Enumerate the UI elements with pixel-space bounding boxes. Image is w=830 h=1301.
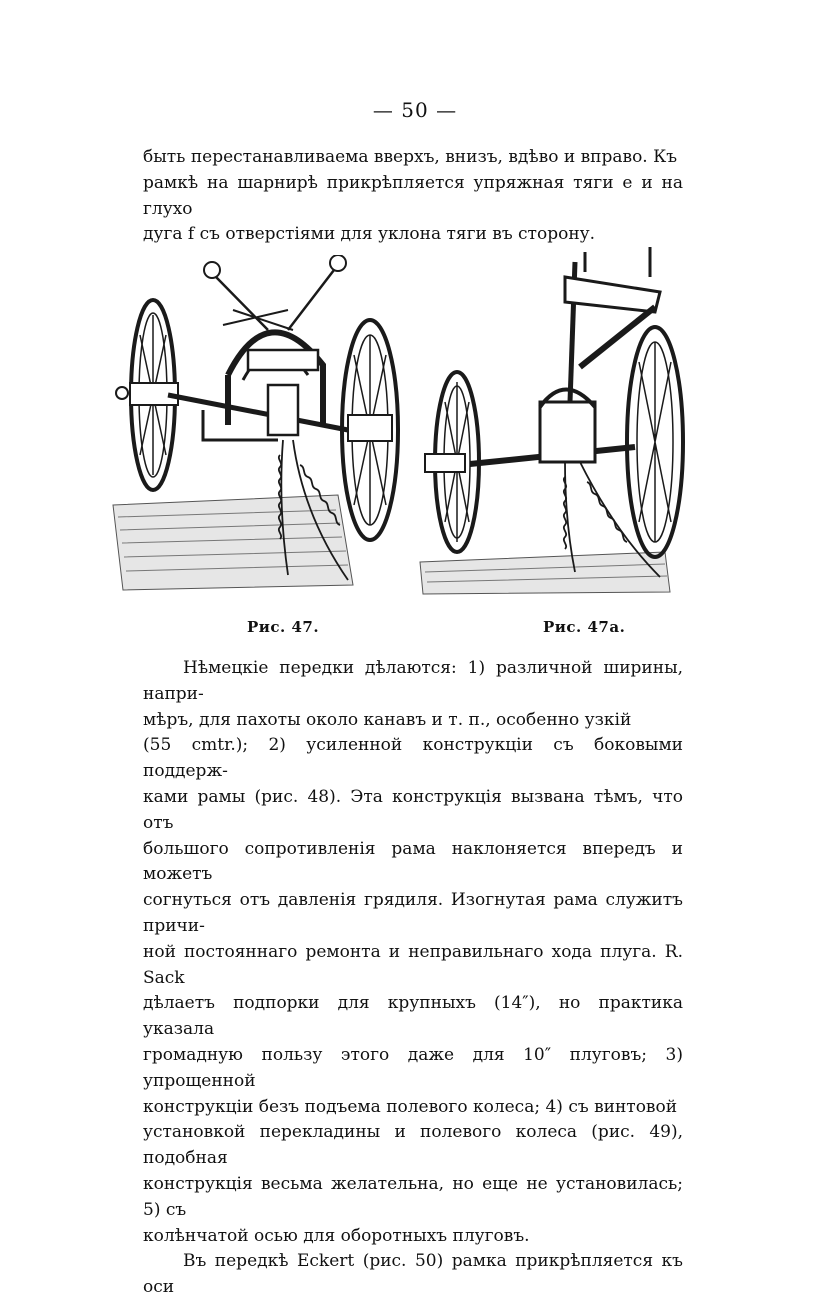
text-line: колѣнчатой осью для оборотныхъ плуговъ. xyxy=(143,1225,530,1246)
main-paragraph xyxy=(143,656,683,1301)
text-line: ками рамы (рис. 48). Эта конструкція вызвана тѣмъ, что отъ xyxy=(143,786,683,833)
page-number: — 50 — xyxy=(372,98,458,122)
text-line: большого сопротивленія рама наклоняется впередъ и можетъ xyxy=(143,838,683,885)
right-wheel xyxy=(627,327,683,557)
text-line: быть перестанавливаема вверхъ, внизъ, вдѣво и вправо. Къ xyxy=(143,147,678,167)
text-line: конструкція весьма желательна, но еще не установилась; 5) съ xyxy=(143,1173,683,1220)
text-line: рамкѣ на шарнирѣ прикрѣпляется упряжная тяги e и на глухо xyxy=(143,172,683,219)
text-line: громадную пользу этого даже для 10″ плуговъ; 3) упрощенной xyxy=(143,1044,683,1091)
text-line: ной постояннаго ремонта и неправильнаго хода плуга. R. Sack xyxy=(143,941,683,988)
text-line: Нѣмецкіе передки дѣлаются: 1) различной ширины, напри- xyxy=(143,658,683,704)
ground-hatching xyxy=(113,495,353,590)
ground-hatching xyxy=(420,552,670,594)
text-line: мѣръ, для пахоты около канавъ и т. п., особенно узкій xyxy=(143,709,632,730)
figure-47a-caption: Рис. 47а. xyxy=(543,618,626,636)
figure-47-caption: Рис. 47. xyxy=(247,618,320,636)
figure-47a-illustration xyxy=(415,232,693,600)
text-line: дѣлаетъ подпорки для крупныхъ (14″), но практика указала xyxy=(143,993,683,1040)
text-line: (55 cmtr.); 2) усиленной конструкціи съ боковыми поддерж- xyxy=(143,735,683,782)
text-line: установкой перекладины и полевого колеса (рис. 49), подобная xyxy=(143,1122,683,1169)
text-line: Въ передкѣ Eckert (рис. 50) рамка прикрѣпляется къ оси xyxy=(143,1251,683,1298)
right-wheel xyxy=(342,320,398,540)
figure-47-illustration xyxy=(108,255,420,600)
text-line: конструкціи безъ подъема полевого колеса; 4) съ винтовой xyxy=(143,1096,678,1117)
text-line: согнуться отъ давленія грядиля. Изогнутая рама служитъ причи- xyxy=(143,890,683,936)
text-line: дуга f съ отверстіями для уклона тяги въ сторону. xyxy=(143,224,596,245)
